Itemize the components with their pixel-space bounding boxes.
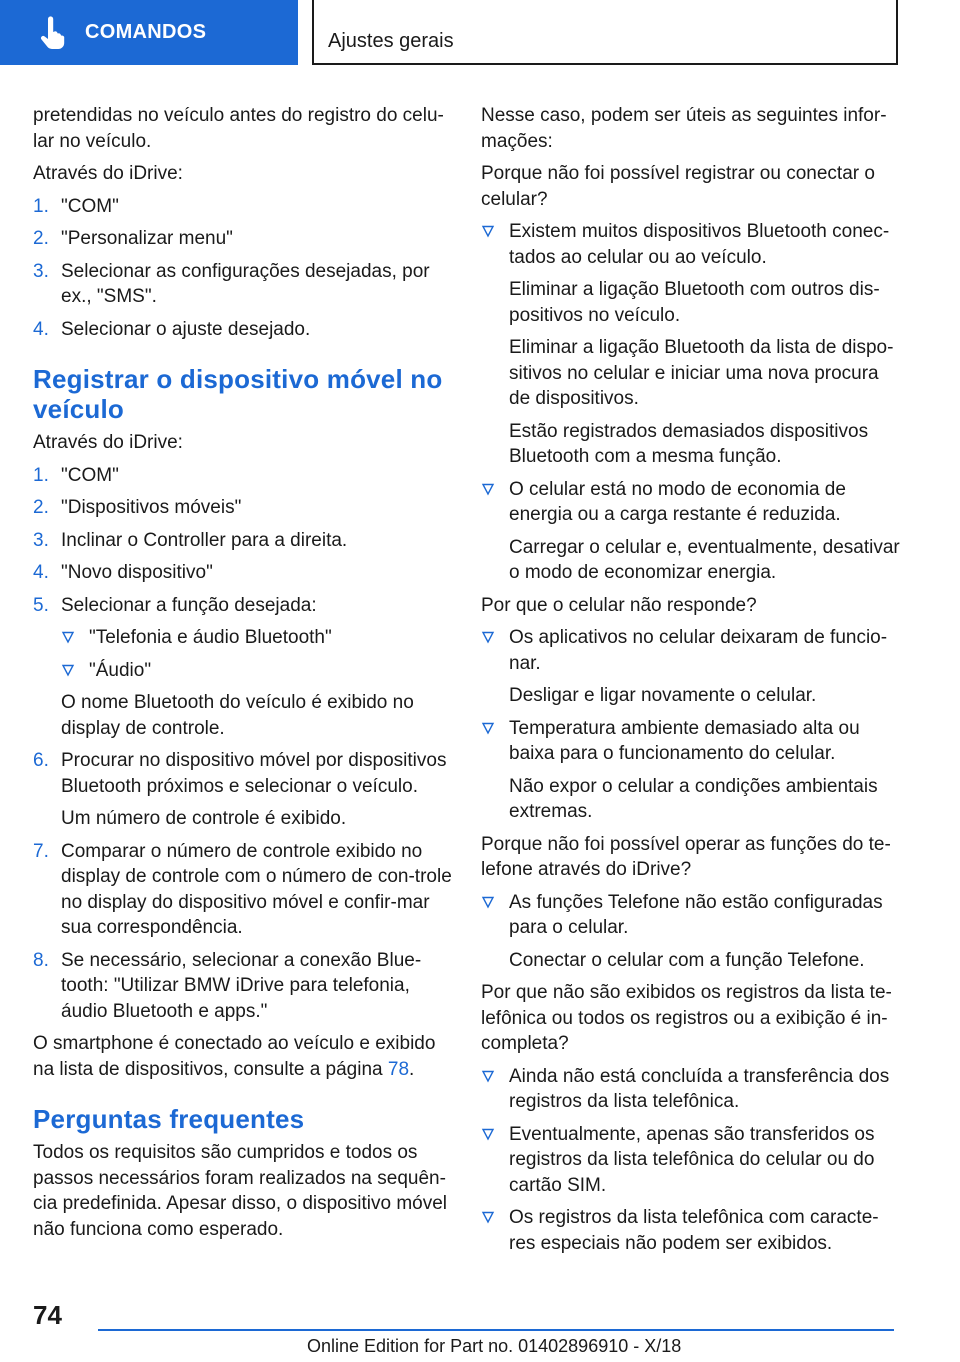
step-text: Selecionar o ajuste desejado. [61, 318, 311, 340]
page-number: 74 [33, 1300, 62, 1330]
step-text: "COM" [61, 195, 119, 217]
footer-divider [98, 1329, 894, 1331]
answer-text: Existem muitos dispositivos Bluetooth conec-tados ao celular ou ao veículo. [509, 221, 890, 268]
list-item [33, 593, 453, 742]
step-text: "Novo dispositivo" [61, 562, 213, 583]
chapter-tab [312, 0, 898, 65]
steps-list-2 [33, 463, 453, 1025]
faq-intro: Todos os requisitos são cumpridos e todos os passos necessários foram realizados na sequên-cia predefinida. Apesar disso, o dispositivo móvel não funciona como esperado. [33, 1142, 448, 1240]
list-item [33, 495, 453, 521]
triangle-bullet-icon [481, 1069, 495, 1083]
section-tab-label: COMANDOS [85, 21, 207, 43]
step-text: Comparar o número de controle exibido no display de controle com o número de con-trole no display do dispositivo móvel e confir-mar sua correspondência. [61, 840, 452, 938]
left-column [33, 103, 453, 1249]
answer-note: Eliminar a ligação Bluetooth da lista de dispo-sitivos no celular e iniciar uma nova procura de dispositivos. [509, 337, 894, 409]
step-text: Se necessário, selecionar a conexão Blue-tooth: "Utilizar BMW iDrive para telefonia, áudio Bluetooth e apps." [61, 949, 422, 1022]
list-item [481, 1205, 901, 1256]
list-item [481, 1064, 901, 1115]
step-text: Procurar no dispositivo móvel por dispositivos Bluetooth próximos e selecionar o veículo. [61, 750, 447, 797]
step-number: 2. [33, 497, 49, 518]
list-item [481, 477, 901, 586]
answer-note: Carregar o celular e, eventualmente, desativar o modo de economizar energia. [509, 536, 900, 583]
step-number: 1. [33, 195, 49, 217]
triangle-bullet-icon [61, 630, 75, 644]
list-item [481, 716, 901, 825]
answer-note: Eliminar a ligação Bluetooth com outros dis-positivos no veículo. [509, 279, 880, 326]
intro-text: pretendidas no veículo antes do registro do celu-lar no veículo. [33, 105, 444, 152]
list-item [481, 890, 901, 974]
step-number: 6. [33, 750, 49, 771]
question: Porque não foi possível registrar ou conectar o celular? [481, 163, 875, 210]
triangle-bullet-icon [481, 1127, 495, 1141]
step-text: Inclinar o Controller para a direita. [61, 529, 348, 551]
step-number: 7. [33, 840, 49, 862]
answer-text: Os aplicativos no celular deixaram de funcio-nar. [509, 627, 888, 674]
answer-note: Conectar o celular com a função Telefone. [509, 949, 865, 971]
answer-note: Desligar e ligar novamente o celular. [509, 685, 817, 706]
footer-edition: Online Edition for Part no. 01402896910 - X/18 [307, 1336, 682, 1356]
heading-faq: Perguntas frequentes [33, 1104, 305, 1134]
step-number: 5. [33, 594, 49, 616]
right-column [481, 103, 901, 1263]
answer-text: Ainda não está concluída a transferência dos registros da lista telefônica. [509, 1065, 890, 1112]
answer-list [481, 890, 901, 974]
list-item [33, 839, 453, 941]
step-text: Selecionar a função desejada: [61, 594, 317, 616]
step-number: 1. [33, 464, 49, 486]
step-number: 3. [33, 529, 49, 551]
section-tab [0, 0, 298, 65]
step-note: O nome Bluetooth do veículo é exibido no display de controle. [61, 692, 414, 739]
option-text: "Áudio" [89, 659, 152, 681]
triangle-bullet-icon [61, 663, 75, 677]
list-item [33, 528, 453, 554]
triangle-bullet-icon [481, 482, 495, 496]
list-item [33, 194, 453, 220]
question: Por que o celular não responde? [481, 594, 757, 616]
list-item [33, 948, 453, 1025]
list-item [481, 219, 901, 470]
answer-list [481, 625, 901, 825]
question: Por que não são exibidos os registros da lista te-lefônica ou todos os registros ou a exibição é in-completa? [481, 982, 892, 1054]
list-item [481, 1122, 901, 1199]
triangle-bullet-icon [481, 721, 495, 735]
answer-note: Não expor o celular a condições ambientais extremas. [509, 775, 878, 822]
right-intro: Nesse caso, podem ser úteis as seguintes infor-mações: [481, 105, 887, 152]
step-text: "Dispositivos móveis" [61, 497, 242, 518]
answer-list [481, 219, 901, 586]
list-item [33, 317, 453, 343]
triangle-bullet-icon [481, 630, 495, 644]
list-item [33, 463, 453, 489]
page-reference-link[interactable]: 78 [387, 1058, 410, 1080]
list-item [33, 226, 453, 252]
answer-text: As funções Telefone não estão configuradas para o celular. [509, 891, 883, 938]
step-number: 4. [33, 562, 49, 583]
triangle-bullet-icon [481, 224, 495, 238]
answer-note: Estão registrados demasiados dispositivos Bluetooth com a mesma função. [509, 420, 869, 467]
list-item [33, 748, 453, 832]
triangle-bullet-icon [481, 1210, 495, 1224]
via-idrive-1: Através do iDrive: [33, 163, 183, 184]
steps-list-1 [33, 194, 453, 343]
list-item [61, 625, 453, 651]
question: Porque não foi possível operar as funções do te-lefone através do iDrive? [481, 833, 891, 880]
result-text [33, 1031, 453, 1082]
result-text-body: O smartphone é conectado ao veículo e exibido na lista de dispositivos, consulte a página [33, 1033, 436, 1080]
answer-text: Os registros da lista telefônica com caracte-res especiais não podem ser exibidos. [509, 1207, 879, 1254]
result-text-end: . [409, 1058, 415, 1080]
list-item [33, 560, 453, 586]
answer-text: O celular está no modo de economia de energia ou a carga restante é reduzida. [509, 478, 846, 525]
option-text: "Telefonia e áudio Bluetooth" [89, 627, 332, 648]
triangle-bullet-icon [481, 895, 495, 909]
step-number: 3. [33, 260, 49, 282]
list-item [61, 658, 453, 684]
chapter-tab-label: Ajustes gerais [328, 30, 454, 52]
via-idrive-2: Através do iDrive: [33, 432, 183, 453]
step-text: "COM" [61, 464, 119, 486]
list-item [481, 625, 901, 709]
answer-list [481, 1064, 901, 1257]
heading-register-device: Registrar o dispositivo móvel no veículo [33, 364, 443, 424]
step-number: 2. [33, 228, 49, 249]
answer-text: Eventualmente, apenas são transferidos os registros da lista telefônica do celular ou do cartão SIM. [509, 1123, 875, 1196]
step-number: 8. [33, 949, 49, 971]
step-text: "Personalizar menu" [61, 228, 233, 249]
hand-pointer-icon [33, 13, 73, 53]
list-item [33, 259, 453, 310]
step-text: Selecionar as configurações desejadas, por ex., "SMS". [61, 260, 430, 307]
option-list [61, 625, 453, 683]
answer-text: Temperatura ambiente demasiado alta ou baixa para o funcionamento do celular. [509, 717, 860, 764]
step-note: Um número de controle é exibido. [61, 808, 347, 829]
step-number: 4. [33, 318, 49, 340]
